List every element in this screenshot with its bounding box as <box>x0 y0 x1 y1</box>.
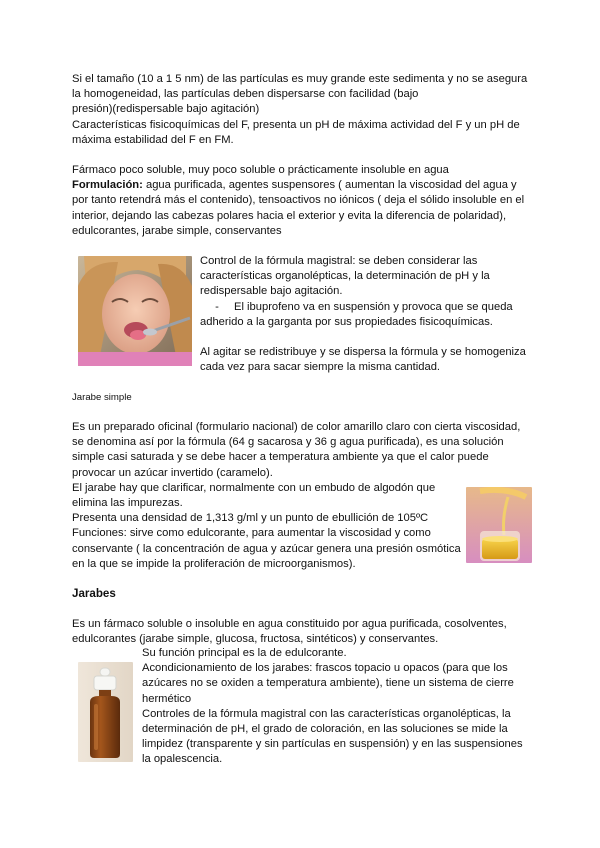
text-line: Controles de la fórmula magistral con las características organolépticas, la <box>142 707 511 720</box>
text-line: Su función principal es la de edulcorante. <box>142 647 347 659</box>
text-line: Al agitar se redistribuye y se dispersa la fórmula y se homogeniza <box>200 346 526 358</box>
text-line: Funciones: sirve como edulcorante, para aumentar la viscosidad y como <box>72 527 431 540</box>
text-line: por tanto retendrá más el contenido), tensoactivos no iónicos ( deja el sólido insoluble en el <box>72 194 525 207</box>
text-line: edulcorantes, jarabe simple, conservantes <box>72 224 282 237</box>
text-line: Si el tamaño (10 a 1 5 nm) de las partículas es muy grande este sedimenta y no se asegura <box>72 73 528 85</box>
text-line: Características fisicoquímicas del F, presenta un pH de máxima actividad del F y un pH de <box>72 118 520 131</box>
text-span: agua purificada, agentes suspensores ( aumentan la viscosidad del agua y <box>142 179 517 192</box>
text-line: Acondicionamiento de los jarabes: frascos topacio u opacos (para que los <box>142 662 508 675</box>
text-line: se denomina así por la fórmula (64 g sacarosa y 36 g agua purificada), es una solución <box>72 436 504 449</box>
jarabes-details <box>142 646 534 768</box>
jarabe-simple-paragraph <box>72 420 532 572</box>
text-line: determinación de pH, el grado de coloración, en las soluciones se mide la <box>142 723 508 736</box>
child-photo-illustration <box>78 256 192 366</box>
text-line: la opalescencia. <box>142 753 223 766</box>
dash-bullet: - <box>215 300 219 313</box>
intro-paragraph-1 <box>72 72 532 148</box>
text-line: conservante ( la concentración de agua y azúcar genera una presión osmótica <box>72 542 461 555</box>
text-line: Presenta una densidad de 1,313 g/ml y un punto de ebullición de 105ºC <box>72 512 429 525</box>
formulation-paragraph <box>72 163 532 239</box>
bullet-line <box>200 300 530 315</box>
text-line: El jarabe hay que clarificar, normalmente con un embudo de algodón que <box>72 481 436 494</box>
text-line: azúcares no se oxiden a temperatura ambiente), tiene un sistema de cierre <box>142 677 514 690</box>
section-title-jarabe-simple: Jarabe simple <box>72 392 132 403</box>
text-line: simple casi saturada y se debe hacer a temperatura ambiente ya que el calor puede <box>72 451 489 464</box>
formulation-label: Formulación: <box>72 179 143 192</box>
text-line: cada vez para sacar siempre la misma cantidad. <box>200 361 441 374</box>
text-line: Es un fármaco soluble o insoluble en agua constituido por agua purificada, cosolventes, <box>72 618 507 630</box>
text-line: edulcorantes (jarabe simple, glucosa, fructosa, sintéticos) y conservantes. <box>72 633 439 646</box>
text-line: redispersable bajo agitación. <box>200 285 343 298</box>
text-line: adherido a la garganta por sus propiedades fisicoquímicas. <box>200 315 493 328</box>
jarabes-paragraph <box>72 617 532 647</box>
text-line: en la que se impide la proliferación de microorganismos). <box>72 557 356 570</box>
amber-bottle-photo <box>78 662 133 762</box>
text-line <box>72 178 532 193</box>
text-line: provocar un azúcar invertido (caramelo). <box>72 466 273 479</box>
text-line: Es un preparado oficinal (formulario nacional) de color amarillo claro con cierta viscosidad, <box>72 421 521 433</box>
text-line: interior, dejando las cabezas polares hacia el exterior y evita la diferencia de polaridad), <box>72 209 507 222</box>
text-line: hermético <box>142 692 192 705</box>
agitation-paragraph <box>200 345 530 375</box>
syrup-photo <box>466 487 532 563</box>
text-line: características organolépticas, la determinación de pH y la <box>200 270 490 283</box>
text-line: máxima estabilidad del F en FM. <box>72 133 234 146</box>
control-paragraph <box>200 254 530 330</box>
text-line: elimina las impurezas. <box>72 497 183 510</box>
text-line: presión)(redispersable bajo agitación) <box>72 103 260 116</box>
section-title-jarabes: Jarabes <box>72 587 116 600</box>
text-line: la homogeneidad, las partículas deben dispersarse con facilidad (bajo <box>72 88 419 101</box>
text-span: El ibuprofeno va en suspensión y provoca que se queda <box>234 300 513 313</box>
text-line: Control de la fórmula magistral: se deben considerar las <box>200 255 478 267</box>
text-line: Fármaco poco soluble, muy poco soluble o prácticamente insoluble en agua <box>72 164 449 176</box>
syrup-photo-illustration <box>466 487 532 563</box>
amber-bottle-illustration <box>78 662 133 762</box>
child-taking-medicine-photo <box>78 256 192 366</box>
text-line: limpidez (transparente y sin partículas en suspensión) y en las suspensiones <box>142 738 523 751</box>
